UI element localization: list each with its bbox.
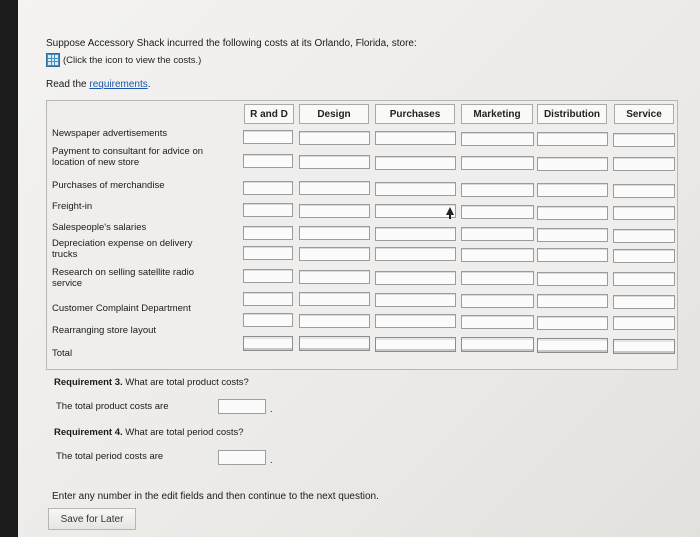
requirement-4-label: Requirement 4. [54,427,123,438]
row-7-marketing-input[interactable] [461,294,534,308]
total-design-input[interactable] [299,336,370,351]
requirement-3-question: What are total product costs? [122,377,249,388]
row-6-design-input[interactable] [299,270,370,284]
row-4-purchases-input[interactable] [375,227,456,241]
requirement-3 [54,377,249,388]
row-2-purchases-input[interactable] [375,182,456,196]
total-marketing-input[interactable] [461,337,534,352]
row-3-service-input[interactable] [613,206,675,220]
row-7-purchases-input[interactable] [375,293,456,307]
row-label-consultant-payment: Payment to consultant for advice on location of new store [52,146,204,168]
row-1-service-input[interactable] [613,157,675,171]
row-8-purchases-input[interactable] [375,314,456,328]
total-product-costs-period: . [270,404,273,415]
row-2-service-input[interactable] [613,184,675,198]
row-2-marketing-input[interactable] [461,183,534,197]
requirement-4 [54,427,244,438]
row-3-purchases-input[interactable] [375,204,456,218]
row-5-distribution-input[interactable] [537,248,608,262]
total-r-and-d-input[interactable] [243,336,293,351]
row-8-distribution-input[interactable] [537,316,608,330]
column-header-service: Service [614,104,674,124]
read-suffix: . [147,79,151,90]
row-label-newspaper-advertisements: Newspaper advertisements [52,128,168,139]
total-product-costs-label: The total product costs are [56,401,169,412]
row-1-distribution-input[interactable] [537,157,608,171]
row-1-purchases-input[interactable] [375,156,456,170]
row-5-marketing-input[interactable] [461,248,534,262]
total-period-costs-label: The total period costs are [56,451,164,462]
row-5-purchases-input[interactable] [375,247,456,261]
total-product-costs-input[interactable] [218,399,266,414]
row-4-service-input[interactable] [613,229,675,243]
row-0-design-input[interactable] [299,131,370,145]
view-costs-text[interactable]: (Click the icon to view the costs.) [63,54,202,66]
total-distribution-input[interactable] [537,338,608,353]
row-0-distribution-input[interactable] [537,132,608,146]
row-1-marketing-input[interactable] [461,156,534,170]
row-6-purchases-input[interactable] [375,271,456,285]
row-6-distribution-input[interactable] [537,272,608,286]
row-1-r-and-d-input[interactable] [243,154,293,168]
row-label-salespeople-salaries: Salespeople's salaries [52,222,147,233]
row-8-service-input[interactable] [613,316,675,330]
row-1-design-input[interactable] [299,155,370,169]
row-0-r-and-d-input[interactable] [243,130,293,144]
row-label-freight-in: Freight-in [52,201,93,212]
read-requirements [46,79,151,90]
row-8-r-and-d-input[interactable] [243,313,293,327]
row-5-service-input[interactable] [613,249,675,263]
requirements-link[interactable]: requirements [89,79,148,90]
row-4-r-and-d-input[interactable] [243,226,293,240]
view-costs-link[interactable] [46,53,201,67]
row-2-distribution-input[interactable] [537,183,608,197]
total-period-costs-period: . [270,455,273,466]
read-prefix: Read the [46,79,90,90]
row-4-marketing-input[interactable] [461,227,534,241]
row-label-research-satellite-radio: Research on selling satellite radio service [52,267,195,289]
mouse-cursor-icon [446,207,454,215]
column-header-marketing: Marketing [461,104,533,124]
row-0-service-input[interactable] [613,133,675,147]
row-4-design-input[interactable] [299,226,370,240]
question-intro: Suppose Accessory Shack incurred the following costs at its Orlando, Florida, store: [46,38,417,49]
row-label-total: Total [52,348,73,359]
total-service-input[interactable] [613,339,675,354]
row-8-marketing-input[interactable] [461,315,534,329]
row-3-distribution-input[interactable] [537,206,608,220]
requirement-3-label: Requirement 3. [54,377,123,388]
row-label-depreciation-delivery-trucks: Depreciation expense on delivery trucks [52,238,193,260]
total-purchases-input[interactable] [375,337,456,352]
row-2-design-input[interactable] [299,181,370,195]
total-period-costs-input[interactable] [218,450,266,465]
column-header-design: Design [299,104,369,124]
row-7-distribution-input[interactable] [537,294,608,308]
row-6-r-and-d-input[interactable] [243,269,293,283]
row-6-marketing-input[interactable] [461,271,534,285]
row-7-service-input[interactable] [613,295,675,309]
row-6-service-input[interactable] [613,272,675,286]
row-3-design-input[interactable] [299,204,370,218]
row-4-distribution-input[interactable] [537,228,608,242]
column-header-distribution: Distribution [537,104,607,124]
row-0-purchases-input[interactable] [375,131,456,145]
calculator-icon[interactable] [46,53,60,67]
question-screen [18,0,700,537]
row-5-r-and-d-input[interactable] [243,246,293,260]
row-label-customer-complaint-department: Customer Complaint Department [52,303,191,314]
row-label-purchases-of-merchandise: Purchases of merchandise [52,180,165,191]
row-5-design-input[interactable] [299,247,370,261]
row-0-marketing-input[interactable] [461,132,534,146]
row-2-r-and-d-input[interactable] [243,181,293,195]
cost-classification-table [46,100,678,370]
row-3-marketing-input[interactable] [461,205,534,219]
instructions-note: Enter any number in the edit fields and then continue to the next question. [52,491,379,502]
requirement-4-question: What are total period costs? [122,427,244,438]
row-label-rearranging-store-layout: Rearranging store layout [52,325,157,336]
row-8-design-input[interactable] [299,314,370,328]
row-7-r-and-d-input[interactable] [243,292,293,306]
column-header-r-and-d: R and D [244,104,294,124]
row-7-design-input[interactable] [299,292,370,306]
save-for-later-button[interactable]: Save for Later [48,508,136,530]
row-3-r-and-d-input[interactable] [243,203,293,217]
column-header-purchases: Purchases [375,104,455,124]
